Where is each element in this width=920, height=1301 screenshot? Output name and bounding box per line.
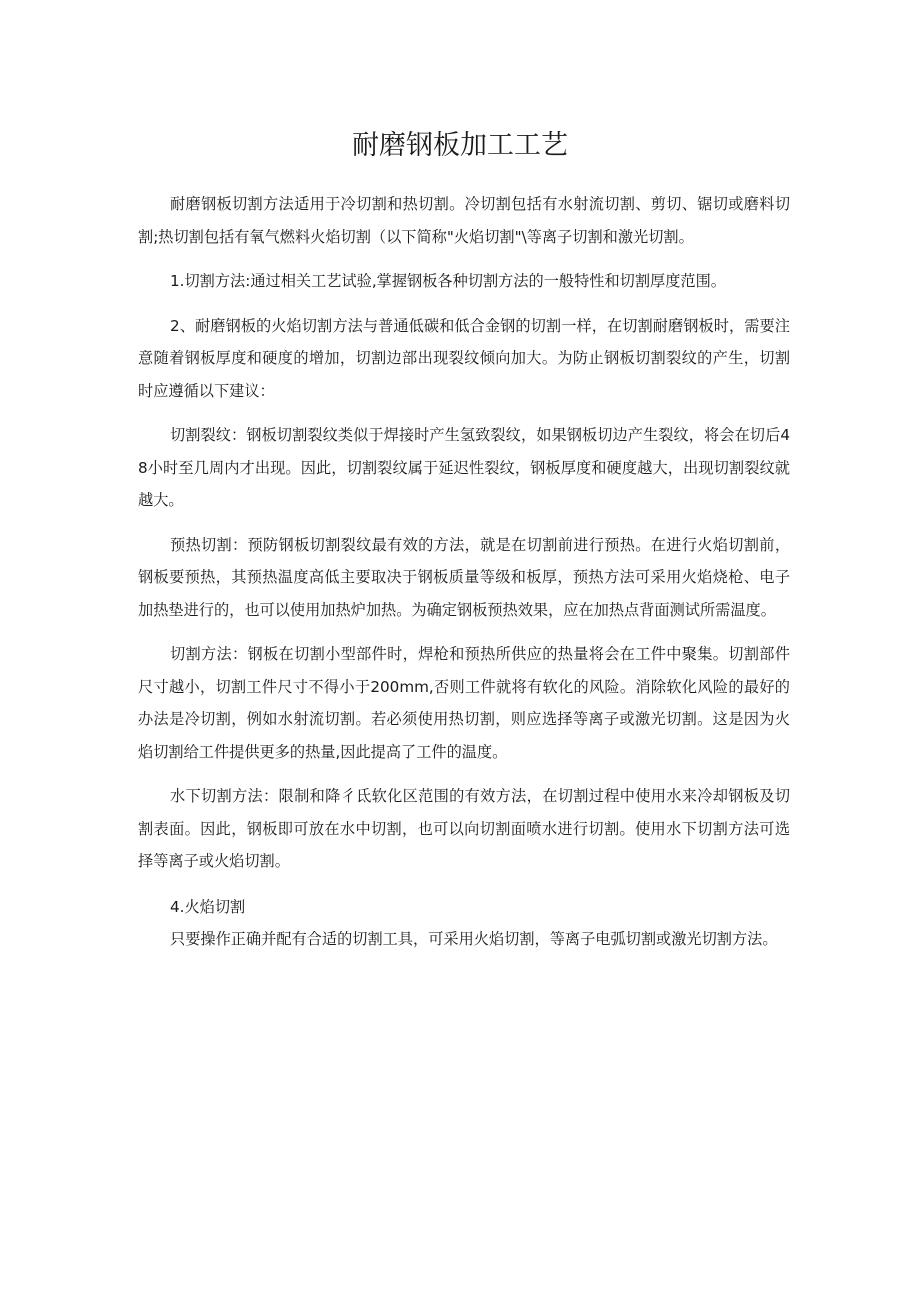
paragraph-flame-cutting-heading: 4.火焰切割 [170, 897, 246, 916]
paragraph-underwater-cutting: 水下切割方法：限制和降彳氐软化区范围的有效方法，在切割过程中使用水来冷却钢板及切割表面。因此，钢板即可放在水中切割，也可以向切割面喷水进行切割。使用水下切割方法可选择等离子或火焰切割。 [138, 787, 790, 870]
paragraph-cutting-method-small-parts: 切割方法：钢板在切割小型部件时，焊枪和预热所供应的热量将会在工件中聚集。切割部件尺寸越小，切割工件尺寸不得小于200mm,否则工件就将有软化的风险。消除软化风险的最好的办法是冷切割，例如水射流切割。若必须使用热切割，则应选择等离子或激光切割。这是因为火焰切割给工件提供更多的热量,因此提高了工件的温度。 [138, 645, 790, 761]
paragraph-intro: 耐磨钢板切割方法适用于冷切割和热切割。冷切割包括有水射流切割、剪切、锯切或磨料切割;热切割包括有氧气燃料火焰切割（以下简称"火焰切割"\等离子切割和激光切割。 [138, 195, 790, 246]
paragraph-flame-cutting-body: 只要操作正确并配有合适的切割工具，可采用火焰切割，等离子电弧切割或激光切割方法。 [170, 930, 778, 948]
paragraph-cutting-method-1: 1.切割方法:通过相关工艺试验,掌握钢板各种切割方法的一般特性和切割厚度范围。 [170, 272, 726, 290]
paragraph-preheat-cutting: 预热切割：预防钢板切割裂纹最有效的方法，就是在切割前进行预热。在进行火焰切割前，钢板要预热，其预热温度高低主要取决于钢板质量等级和板厚，预热方法可采用火焰烧枪、电子加热垫进行的，也可以使用加热炉加热。为确定钢板预热效果，应在加热点背面测试所需温度。 [138, 535, 790, 619]
paragraph-cutting-cracks: 切割裂纹：钢板切割裂纹类似于焊接时产生氢致裂纹，如果钢板切边产生裂纹，将会在切后48小时至几周内才出现。因此，切割裂纹属于延迟性裂纹，钢板厚度和硬度越大，出现切割裂纹就越大。 [138, 426, 790, 509]
paragraph-flame-cutting-2: 2、耐磨钢板的火焰切割方法与普通低碳和低合金钢的切割一样，在切割耐磨钢板时，需要注意随着钢板厚度和硬度的增加，切割边部出现裂纹倾向加大。为防止钢板切割裂纹的产生，切割时应遵循以下建议： [138, 316, 790, 400]
document-body [138, 188, 790, 956]
document-title: 耐磨钢板加工工艺 [352, 130, 568, 161]
